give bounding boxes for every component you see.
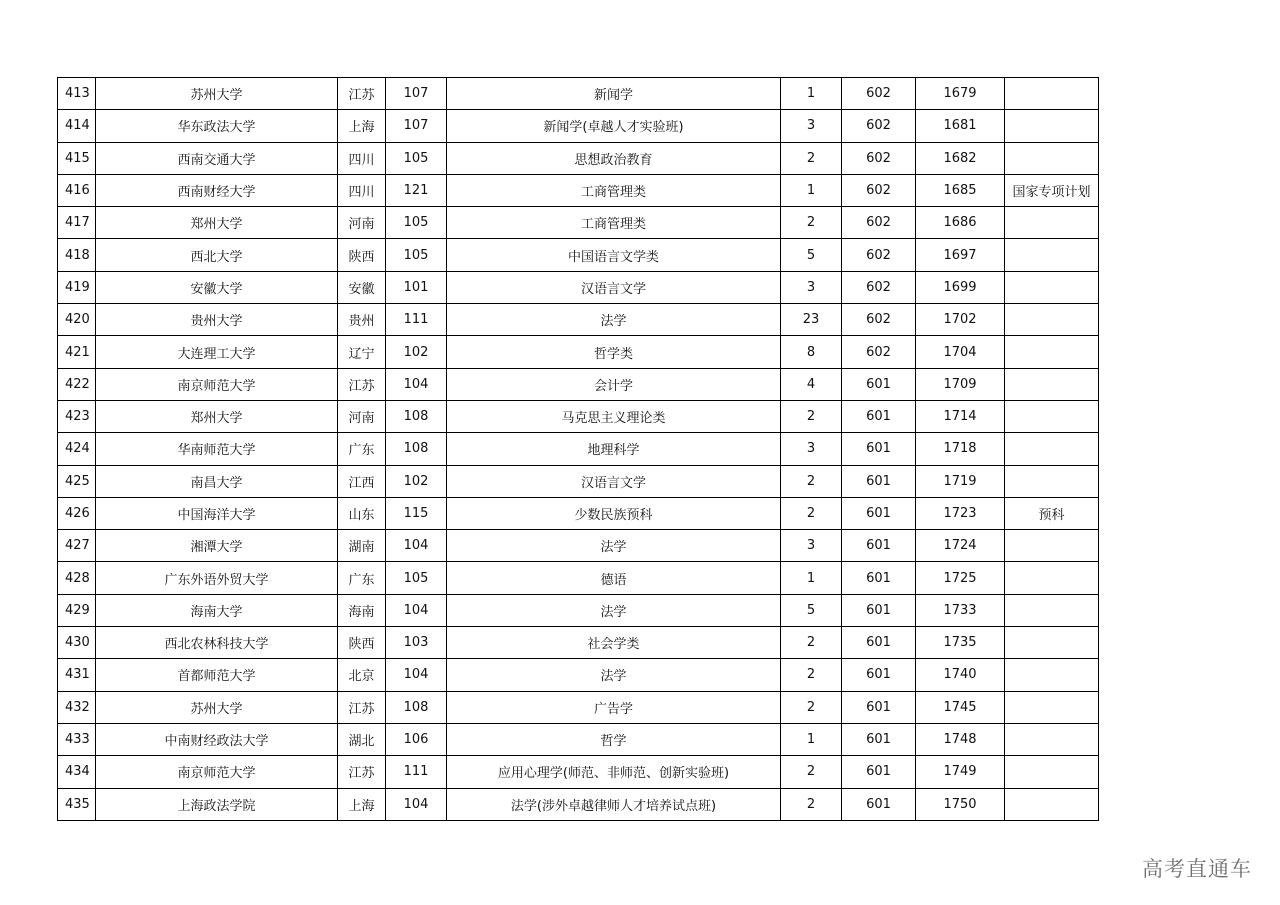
table-row bbox=[58, 691, 1099, 723]
rank-cell: 416 bbox=[58, 174, 96, 206]
plan-count-cell: 3 bbox=[781, 433, 842, 465]
position-cell: 1735 bbox=[916, 627, 1005, 659]
major-cell: 新闻学 bbox=[447, 78, 781, 110]
major-cell: 哲学 bbox=[447, 723, 781, 755]
note-cell bbox=[1005, 433, 1099, 465]
university-cell: 郑州大学 bbox=[96, 207, 338, 239]
rank-cell: 426 bbox=[58, 497, 96, 529]
province-cell: 上海 bbox=[338, 110, 386, 142]
group-code-cell: 102 bbox=[386, 465, 447, 497]
group-code-cell: 107 bbox=[386, 78, 447, 110]
table-body bbox=[58, 78, 1099, 821]
major-cell: 少数民族预科 bbox=[447, 497, 781, 529]
note-cell: 预科 bbox=[1005, 497, 1099, 529]
province-cell: 河南 bbox=[338, 400, 386, 432]
note-cell bbox=[1005, 465, 1099, 497]
university-cell: 南京师范大学 bbox=[96, 756, 338, 788]
university-cell: 贵州大学 bbox=[96, 304, 338, 336]
table-row bbox=[58, 304, 1099, 336]
group-code-cell: 105 bbox=[386, 142, 447, 174]
score-cell: 601 bbox=[842, 691, 916, 723]
major-cell: 法学 bbox=[447, 530, 781, 562]
rank-cell: 431 bbox=[58, 659, 96, 691]
score-cell: 601 bbox=[842, 594, 916, 626]
note-cell bbox=[1005, 110, 1099, 142]
plan-count-cell: 1 bbox=[781, 174, 842, 206]
note-cell bbox=[1005, 562, 1099, 594]
group-code-cell: 105 bbox=[386, 207, 447, 239]
group-code-cell: 121 bbox=[386, 174, 447, 206]
group-code-cell: 115 bbox=[386, 497, 447, 529]
major-cell: 法学 bbox=[447, 594, 781, 626]
rank-cell: 420 bbox=[58, 304, 96, 336]
score-cell: 601 bbox=[842, 497, 916, 529]
rank-cell: 434 bbox=[58, 756, 96, 788]
university-cell: 郑州大学 bbox=[96, 400, 338, 432]
position-cell: 1719 bbox=[916, 465, 1005, 497]
major-cell: 社会学类 bbox=[447, 627, 781, 659]
position-cell: 1733 bbox=[916, 594, 1005, 626]
province-cell: 江苏 bbox=[338, 756, 386, 788]
plan-count-cell: 2 bbox=[781, 497, 842, 529]
score-cell: 602 bbox=[842, 78, 916, 110]
score-cell: 601 bbox=[842, 465, 916, 497]
group-code-cell: 101 bbox=[386, 271, 447, 303]
plan-count-cell: 5 bbox=[781, 239, 842, 271]
university-cell: 西南交通大学 bbox=[96, 142, 338, 174]
group-code-cell: 104 bbox=[386, 788, 447, 820]
major-cell: 马克思主义理论类 bbox=[447, 400, 781, 432]
province-cell: 贵州 bbox=[338, 304, 386, 336]
note-cell bbox=[1005, 304, 1099, 336]
university-cell: 广东外语外贸大学 bbox=[96, 562, 338, 594]
rank-cell: 433 bbox=[58, 723, 96, 755]
group-code-cell: 105 bbox=[386, 562, 447, 594]
position-cell: 1749 bbox=[916, 756, 1005, 788]
university-cell: 苏州大学 bbox=[96, 78, 338, 110]
watermark-text: 高考直通车 bbox=[1142, 857, 1252, 881]
province-cell: 河南 bbox=[338, 207, 386, 239]
rank-cell: 425 bbox=[58, 465, 96, 497]
rank-cell: 429 bbox=[58, 594, 96, 626]
plan-count-cell: 2 bbox=[781, 465, 842, 497]
plan-count-cell: 2 bbox=[781, 788, 842, 820]
table-row bbox=[58, 142, 1099, 174]
province-cell: 上海 bbox=[338, 788, 386, 820]
province-cell: 江苏 bbox=[338, 78, 386, 110]
position-cell: 1699 bbox=[916, 271, 1005, 303]
table-row bbox=[58, 239, 1099, 271]
score-cell: 601 bbox=[842, 562, 916, 594]
note-cell bbox=[1005, 207, 1099, 239]
group-code-cell: 108 bbox=[386, 691, 447, 723]
plan-count-cell: 2 bbox=[781, 142, 842, 174]
score-cell: 601 bbox=[842, 788, 916, 820]
plan-count-cell: 1 bbox=[781, 78, 842, 110]
score-cell: 602 bbox=[842, 207, 916, 239]
plan-count-cell: 8 bbox=[781, 336, 842, 368]
plan-count-cell: 3 bbox=[781, 110, 842, 142]
rank-cell: 435 bbox=[58, 788, 96, 820]
score-cell: 601 bbox=[842, 530, 916, 562]
table-row bbox=[58, 465, 1099, 497]
score-cell: 602 bbox=[842, 304, 916, 336]
plan-count-cell: 2 bbox=[781, 691, 842, 723]
position-cell: 1679 bbox=[916, 78, 1005, 110]
major-cell: 地理科学 bbox=[447, 433, 781, 465]
rank-cell: 422 bbox=[58, 368, 96, 400]
note-cell bbox=[1005, 723, 1099, 755]
position-cell: 1725 bbox=[916, 562, 1005, 594]
rank-cell: 418 bbox=[58, 239, 96, 271]
position-cell: 1740 bbox=[916, 659, 1005, 691]
note-cell bbox=[1005, 400, 1099, 432]
group-code-cell: 104 bbox=[386, 530, 447, 562]
score-cell: 602 bbox=[842, 271, 916, 303]
position-cell: 1724 bbox=[916, 530, 1005, 562]
major-cell: 中国语言文学类 bbox=[447, 239, 781, 271]
plan-count-cell: 4 bbox=[781, 368, 842, 400]
admissions-table bbox=[57, 77, 1099, 821]
major-cell: 思想政治教育 bbox=[447, 142, 781, 174]
table-row bbox=[58, 562, 1099, 594]
table-row bbox=[58, 174, 1099, 206]
university-cell: 中南财经政法大学 bbox=[96, 723, 338, 755]
major-cell: 工商管理类 bbox=[447, 174, 781, 206]
table-row bbox=[58, 788, 1099, 820]
major-cell: 法学 bbox=[447, 304, 781, 336]
rank-cell: 423 bbox=[58, 400, 96, 432]
group-code-cell: 104 bbox=[386, 659, 447, 691]
table-row bbox=[58, 336, 1099, 368]
note-cell bbox=[1005, 756, 1099, 788]
province-cell: 湖南 bbox=[338, 530, 386, 562]
province-cell: 江苏 bbox=[338, 368, 386, 400]
rank-cell: 415 bbox=[58, 142, 96, 174]
major-cell: 德语 bbox=[447, 562, 781, 594]
score-cell: 601 bbox=[842, 433, 916, 465]
note-cell bbox=[1005, 788, 1099, 820]
plan-count-cell: 1 bbox=[781, 723, 842, 755]
position-cell: 1709 bbox=[916, 368, 1005, 400]
province-cell: 陕西 bbox=[338, 239, 386, 271]
position-cell: 1714 bbox=[916, 400, 1005, 432]
group-code-cell: 102 bbox=[386, 336, 447, 368]
position-cell: 1750 bbox=[916, 788, 1005, 820]
group-code-cell: 111 bbox=[386, 756, 447, 788]
province-cell: 四川 bbox=[338, 142, 386, 174]
university-cell: 湘潭大学 bbox=[96, 530, 338, 562]
note-cell bbox=[1005, 659, 1099, 691]
table-row bbox=[58, 400, 1099, 432]
major-cell: 哲学类 bbox=[447, 336, 781, 368]
plan-count-cell: 2 bbox=[781, 756, 842, 788]
table-row bbox=[58, 530, 1099, 562]
university-cell: 南昌大学 bbox=[96, 465, 338, 497]
position-cell: 1682 bbox=[916, 142, 1005, 174]
group-code-cell: 111 bbox=[386, 304, 447, 336]
university-cell: 安徽大学 bbox=[96, 271, 338, 303]
province-cell: 江苏 bbox=[338, 691, 386, 723]
position-cell: 1681 bbox=[916, 110, 1005, 142]
table-row bbox=[58, 497, 1099, 529]
group-code-cell: 106 bbox=[386, 723, 447, 755]
province-cell: 海南 bbox=[338, 594, 386, 626]
note-cell bbox=[1005, 594, 1099, 626]
major-cell: 广告学 bbox=[447, 691, 781, 723]
rank-cell: 432 bbox=[58, 691, 96, 723]
group-code-cell: 104 bbox=[386, 368, 447, 400]
table-row bbox=[58, 207, 1099, 239]
table-row bbox=[58, 110, 1099, 142]
rank-cell: 424 bbox=[58, 433, 96, 465]
score-cell: 601 bbox=[842, 723, 916, 755]
note-cell bbox=[1005, 368, 1099, 400]
university-cell: 华东政法大学 bbox=[96, 110, 338, 142]
position-cell: 1748 bbox=[916, 723, 1005, 755]
plan-count-cell: 23 bbox=[781, 304, 842, 336]
table-row bbox=[58, 271, 1099, 303]
province-cell: 四川 bbox=[338, 174, 386, 206]
position-cell: 1697 bbox=[916, 239, 1005, 271]
university-cell: 海南大学 bbox=[96, 594, 338, 626]
rank-cell: 413 bbox=[58, 78, 96, 110]
score-cell: 601 bbox=[842, 400, 916, 432]
table-row bbox=[58, 659, 1099, 691]
note-cell: 国家专项计划 bbox=[1005, 174, 1099, 206]
position-cell: 1704 bbox=[916, 336, 1005, 368]
major-cell: 汉语言文学 bbox=[447, 271, 781, 303]
score-cell: 602 bbox=[842, 239, 916, 271]
table-row bbox=[58, 368, 1099, 400]
major-cell: 法学(涉外卓越律师人才培养试点班) bbox=[447, 788, 781, 820]
position-cell: 1723 bbox=[916, 497, 1005, 529]
rank-cell: 421 bbox=[58, 336, 96, 368]
university-cell: 南京师范大学 bbox=[96, 368, 338, 400]
province-cell: 安徽 bbox=[338, 271, 386, 303]
major-cell: 会计学 bbox=[447, 368, 781, 400]
university-cell: 西北大学 bbox=[96, 239, 338, 271]
province-cell: 江西 bbox=[338, 465, 386, 497]
university-cell: 西南财经大学 bbox=[96, 174, 338, 206]
score-cell: 602 bbox=[842, 110, 916, 142]
table-row bbox=[58, 756, 1099, 788]
group-code-cell: 107 bbox=[386, 110, 447, 142]
province-cell: 广东 bbox=[338, 562, 386, 594]
note-cell bbox=[1005, 530, 1099, 562]
province-cell: 山东 bbox=[338, 497, 386, 529]
score-cell: 602 bbox=[842, 174, 916, 206]
position-cell: 1718 bbox=[916, 433, 1005, 465]
university-cell: 华南师范大学 bbox=[96, 433, 338, 465]
university-cell: 苏州大学 bbox=[96, 691, 338, 723]
rank-cell: 430 bbox=[58, 627, 96, 659]
plan-count-cell: 2 bbox=[781, 659, 842, 691]
plan-count-cell: 2 bbox=[781, 207, 842, 239]
note-cell bbox=[1005, 691, 1099, 723]
province-cell: 湖北 bbox=[338, 723, 386, 755]
position-cell: 1686 bbox=[916, 207, 1005, 239]
table-row bbox=[58, 594, 1099, 626]
rank-cell: 427 bbox=[58, 530, 96, 562]
group-code-cell: 105 bbox=[386, 239, 447, 271]
plan-count-cell: 3 bbox=[781, 271, 842, 303]
university-cell: 上海政法学院 bbox=[96, 788, 338, 820]
plan-count-cell: 5 bbox=[781, 594, 842, 626]
score-cell: 601 bbox=[842, 627, 916, 659]
university-cell: 首都师范大学 bbox=[96, 659, 338, 691]
note-cell bbox=[1005, 271, 1099, 303]
plan-count-cell: 1 bbox=[781, 562, 842, 594]
plan-count-cell: 2 bbox=[781, 627, 842, 659]
note-cell bbox=[1005, 142, 1099, 174]
rank-cell: 417 bbox=[58, 207, 96, 239]
major-cell: 法学 bbox=[447, 659, 781, 691]
province-cell: 广东 bbox=[338, 433, 386, 465]
plan-count-cell: 3 bbox=[781, 530, 842, 562]
table-row bbox=[58, 433, 1099, 465]
position-cell: 1745 bbox=[916, 691, 1005, 723]
table-row bbox=[58, 627, 1099, 659]
note-cell bbox=[1005, 627, 1099, 659]
position-cell: 1702 bbox=[916, 304, 1005, 336]
score-cell: 601 bbox=[842, 659, 916, 691]
rank-cell: 414 bbox=[58, 110, 96, 142]
province-cell: 辽宁 bbox=[338, 336, 386, 368]
note-cell bbox=[1005, 336, 1099, 368]
group-code-cell: 103 bbox=[386, 627, 447, 659]
position-cell: 1685 bbox=[916, 174, 1005, 206]
note-cell bbox=[1005, 78, 1099, 110]
score-cell: 601 bbox=[842, 756, 916, 788]
province-cell: 北京 bbox=[338, 659, 386, 691]
score-cell: 602 bbox=[842, 336, 916, 368]
rank-cell: 419 bbox=[58, 271, 96, 303]
university-cell: 中国海洋大学 bbox=[96, 497, 338, 529]
group-code-cell: 104 bbox=[386, 594, 447, 626]
major-cell: 应用心理学(师范、非师范、创新实验班) bbox=[447, 756, 781, 788]
group-code-cell: 108 bbox=[386, 400, 447, 432]
university-cell: 大连理工大学 bbox=[96, 336, 338, 368]
major-cell: 新闻学(卓越人才实验班) bbox=[447, 110, 781, 142]
university-cell: 西北农林科技大学 bbox=[96, 627, 338, 659]
major-cell: 汉语言文学 bbox=[447, 465, 781, 497]
rank-cell: 428 bbox=[58, 562, 96, 594]
table-row bbox=[58, 78, 1099, 110]
plan-count-cell: 2 bbox=[781, 400, 842, 432]
group-code-cell: 108 bbox=[386, 433, 447, 465]
table-row bbox=[58, 723, 1099, 755]
major-cell: 工商管理类 bbox=[447, 207, 781, 239]
note-cell bbox=[1005, 239, 1099, 271]
province-cell: 陕西 bbox=[338, 627, 386, 659]
score-cell: 601 bbox=[842, 368, 916, 400]
score-cell: 602 bbox=[842, 142, 916, 174]
